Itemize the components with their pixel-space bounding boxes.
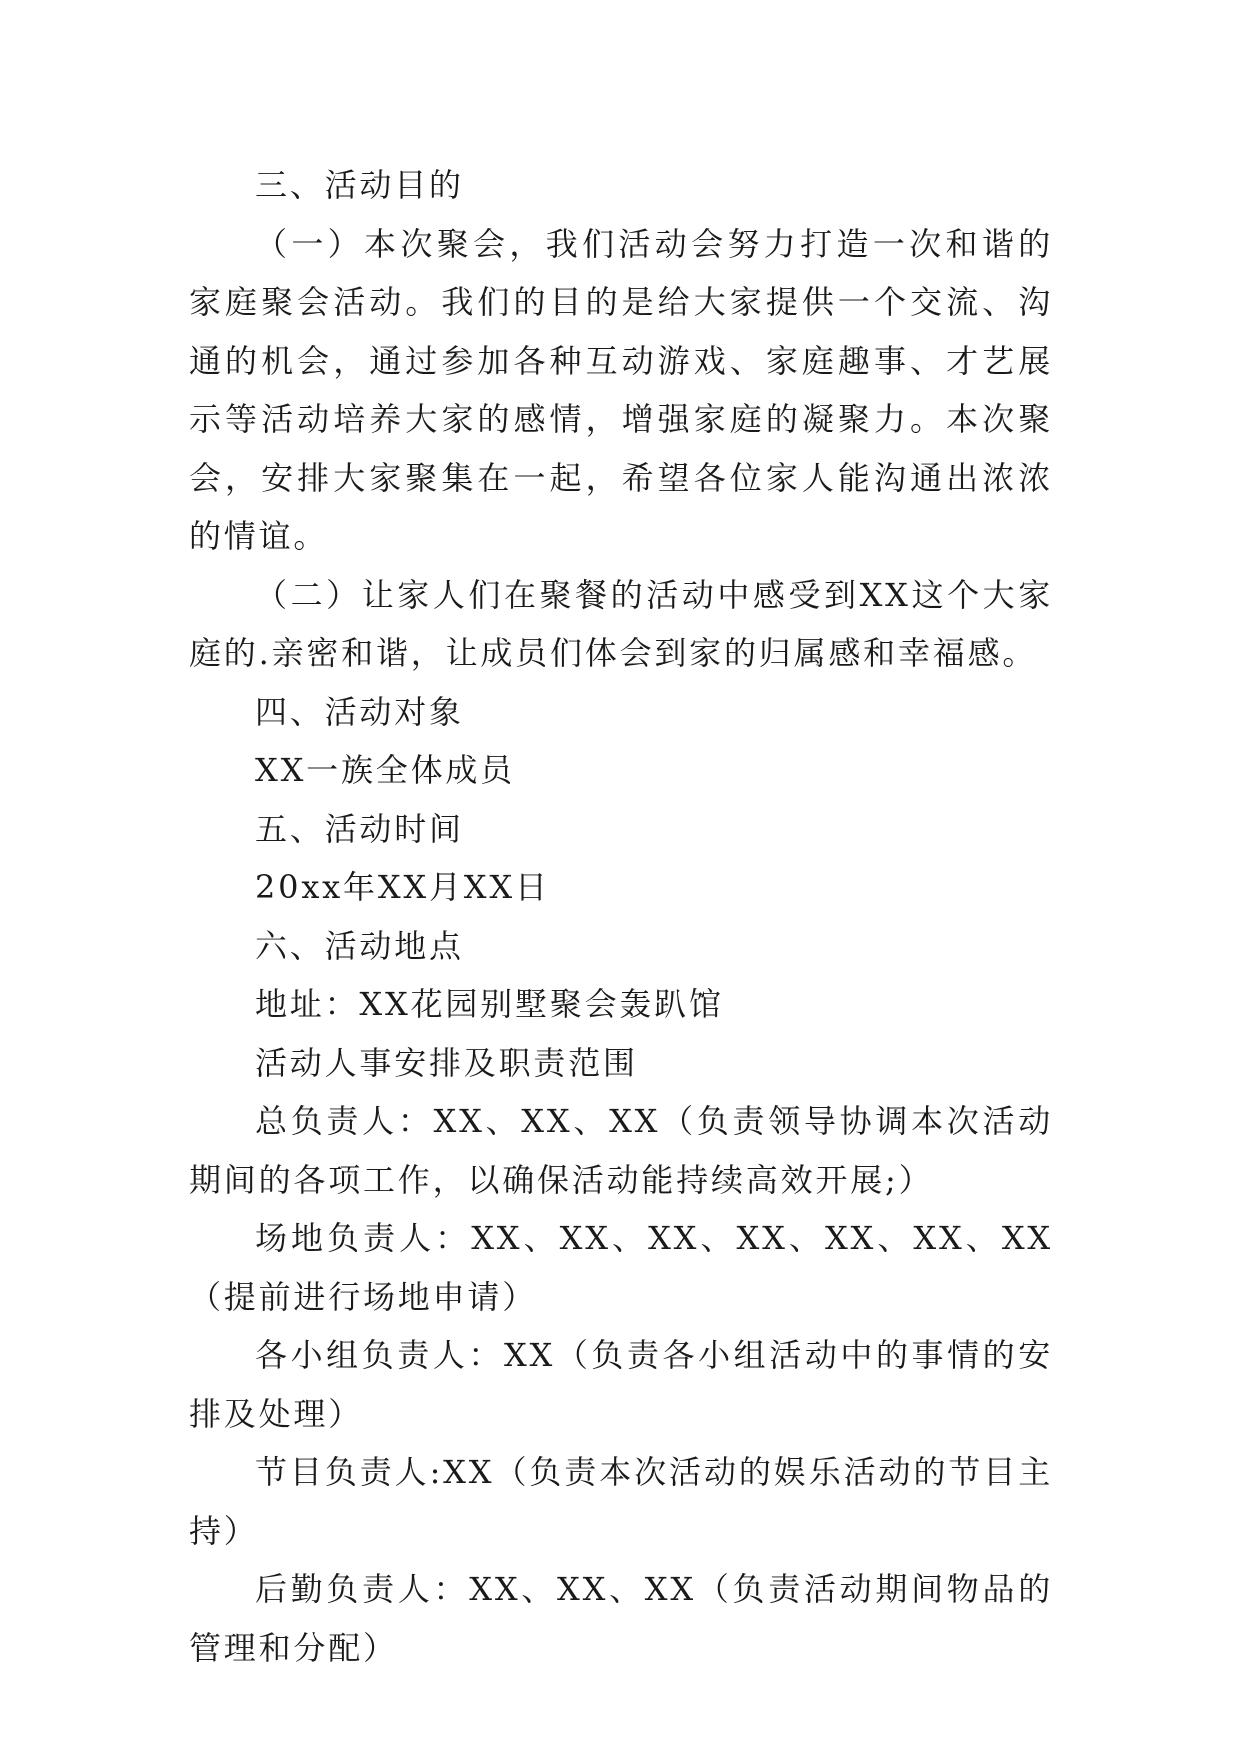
group-leader-line: 各小组负责人：XX（负责各小组活动中的事情的安排及处理） — [189, 1336, 1053, 1433]
venue-manager-line: 场地负责人：XX、XX、XX、XX、XX、XX、XX（提前进行场地申请） — [189, 1219, 1053, 1316]
general-manager-line: 总负责人：XX、XX、XX（负责领导协调本次活动期间的各项工作，以确保活动能持续高效开展;） — [189, 1102, 1053, 1199]
activity-time-text: 20xx年XX月XX日 — [255, 868, 550, 906]
section-heading-activity-location: 六、活动地点 — [255, 926, 464, 965]
purpose-paragraph-1: （一）本次聚会，我们活动会努力打造一次和谐的家庭聚会活动。我们的目的是给大家提供一个交流、沟通的机会，通过参加各种互动游戏、家庭趣事、才艺展示等活动培养大家的感情，增强家庭的凝聚力。本次聚会，安排大家聚集在一起，希望各位家人能沟通出浓浓的情谊。 — [189, 224, 1053, 555]
activity-address-text: 地址：XX花园别墅聚会轰趴馆 — [255, 985, 724, 1023]
section-heading-activity-purpose: 三、活动目的 — [255, 166, 464, 204]
program-manager-line: 节目负责人:XX（负责本次活动的娱乐活动的节目主持） — [189, 1453, 1053, 1550]
section-heading-activity-target: 四、活动对象 — [255, 692, 464, 731]
staffing-heading: 活动人事安排及职责范围 — [255, 1043, 638, 1082]
document-body — [189, 156, 1053, 1677]
logistics-manager-line: 后勤负责人：XX、XX、XX（负责活动期间物品的管理和分配） — [189, 1570, 1053, 1667]
activity-target-text: XX一族全体成员 — [255, 751, 515, 789]
purpose-paragraph-2: （二）让家人们在聚餐的活动中感受到XX这个大家庭的.亲密和谐，让成员们体会到家的归属感和幸福感。 — [189, 575, 1053, 672]
section-heading-activity-time: 五、活动时间 — [255, 809, 464, 848]
